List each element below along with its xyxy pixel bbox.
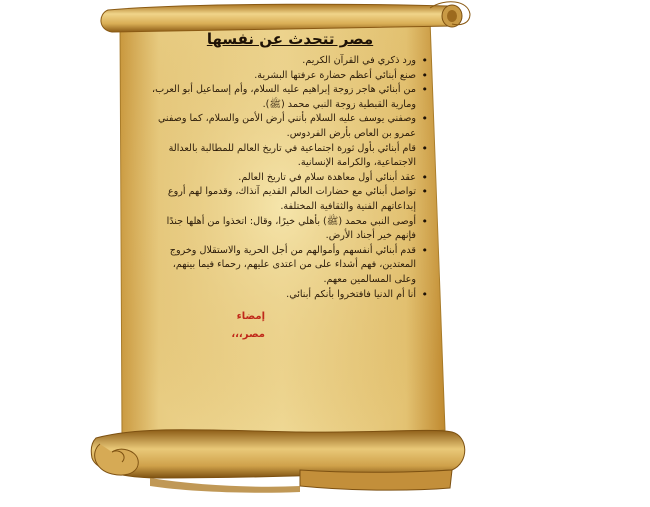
page-title: مصر تتحدث عن نفسها bbox=[206, 30, 374, 48]
list-item: • قام أبنائي بأول ثورة اجتماعية في تاريخ العالم للمطالبة بالعدالة الاجتماعية، والكرامة الإنسانية. bbox=[150, 142, 416, 171]
list-item: • عقد أبنائي أول معاهدة سلام في تاريخ العالم. bbox=[150, 171, 416, 186]
signature-block bbox=[150, 308, 430, 344]
scroll-bottom-roll bbox=[91, 430, 465, 478]
list-item: • من أبنائي هاجر زوجة إبراهيم عليه السلام، وأم إسماعيل أبو العرب، ومارية القبطية زوجة النبي محمد (ﷺ). bbox=[150, 83, 416, 112]
signature-name: مصر،،، bbox=[231, 329, 265, 341]
list-item: • صنع أبنائي أعظم حضارة عرفتها البشرية. bbox=[150, 69, 416, 84]
bullet-list bbox=[150, 54, 430, 302]
list-item: • أوصى النبي محمد (ﷺ) بأهلي خيرًا، وقال: اتخذوا من أهلها جندًا فإنهم خير أجناد الأرض. bbox=[150, 215, 416, 244]
list-item: • قدم أبنائي أنفسهم وأموالهم من أجل الحرية والاستقلال وخروج المعتدين، فهم أشداء على من اعتدى عليهم، رحماء فيما بينهم، وعلى المسالمين معهم. bbox=[150, 244, 416, 288]
signature-label: إمضاء bbox=[236, 311, 265, 323]
scroll-text-area bbox=[150, 30, 430, 425]
list-item: • تواصل أبنائي مع حضارات العالم القديم آنذاك، وقدموا لهم أروع إبداعاتهم الفنية والثقافية المختلفة. bbox=[150, 185, 416, 214]
list-item: • ورد ذكري في القرآن الكريم. bbox=[150, 54, 416, 69]
list-item: • أنا أم الدنيا فافتخروا بأنكم أبنائي. bbox=[150, 288, 416, 303]
list-item: • وصفني يوسف عليه السلام بأنني أرض الأمن والسلام، كما وصفني عمرو بن العاص بأرض الفردوس. bbox=[150, 112, 416, 141]
